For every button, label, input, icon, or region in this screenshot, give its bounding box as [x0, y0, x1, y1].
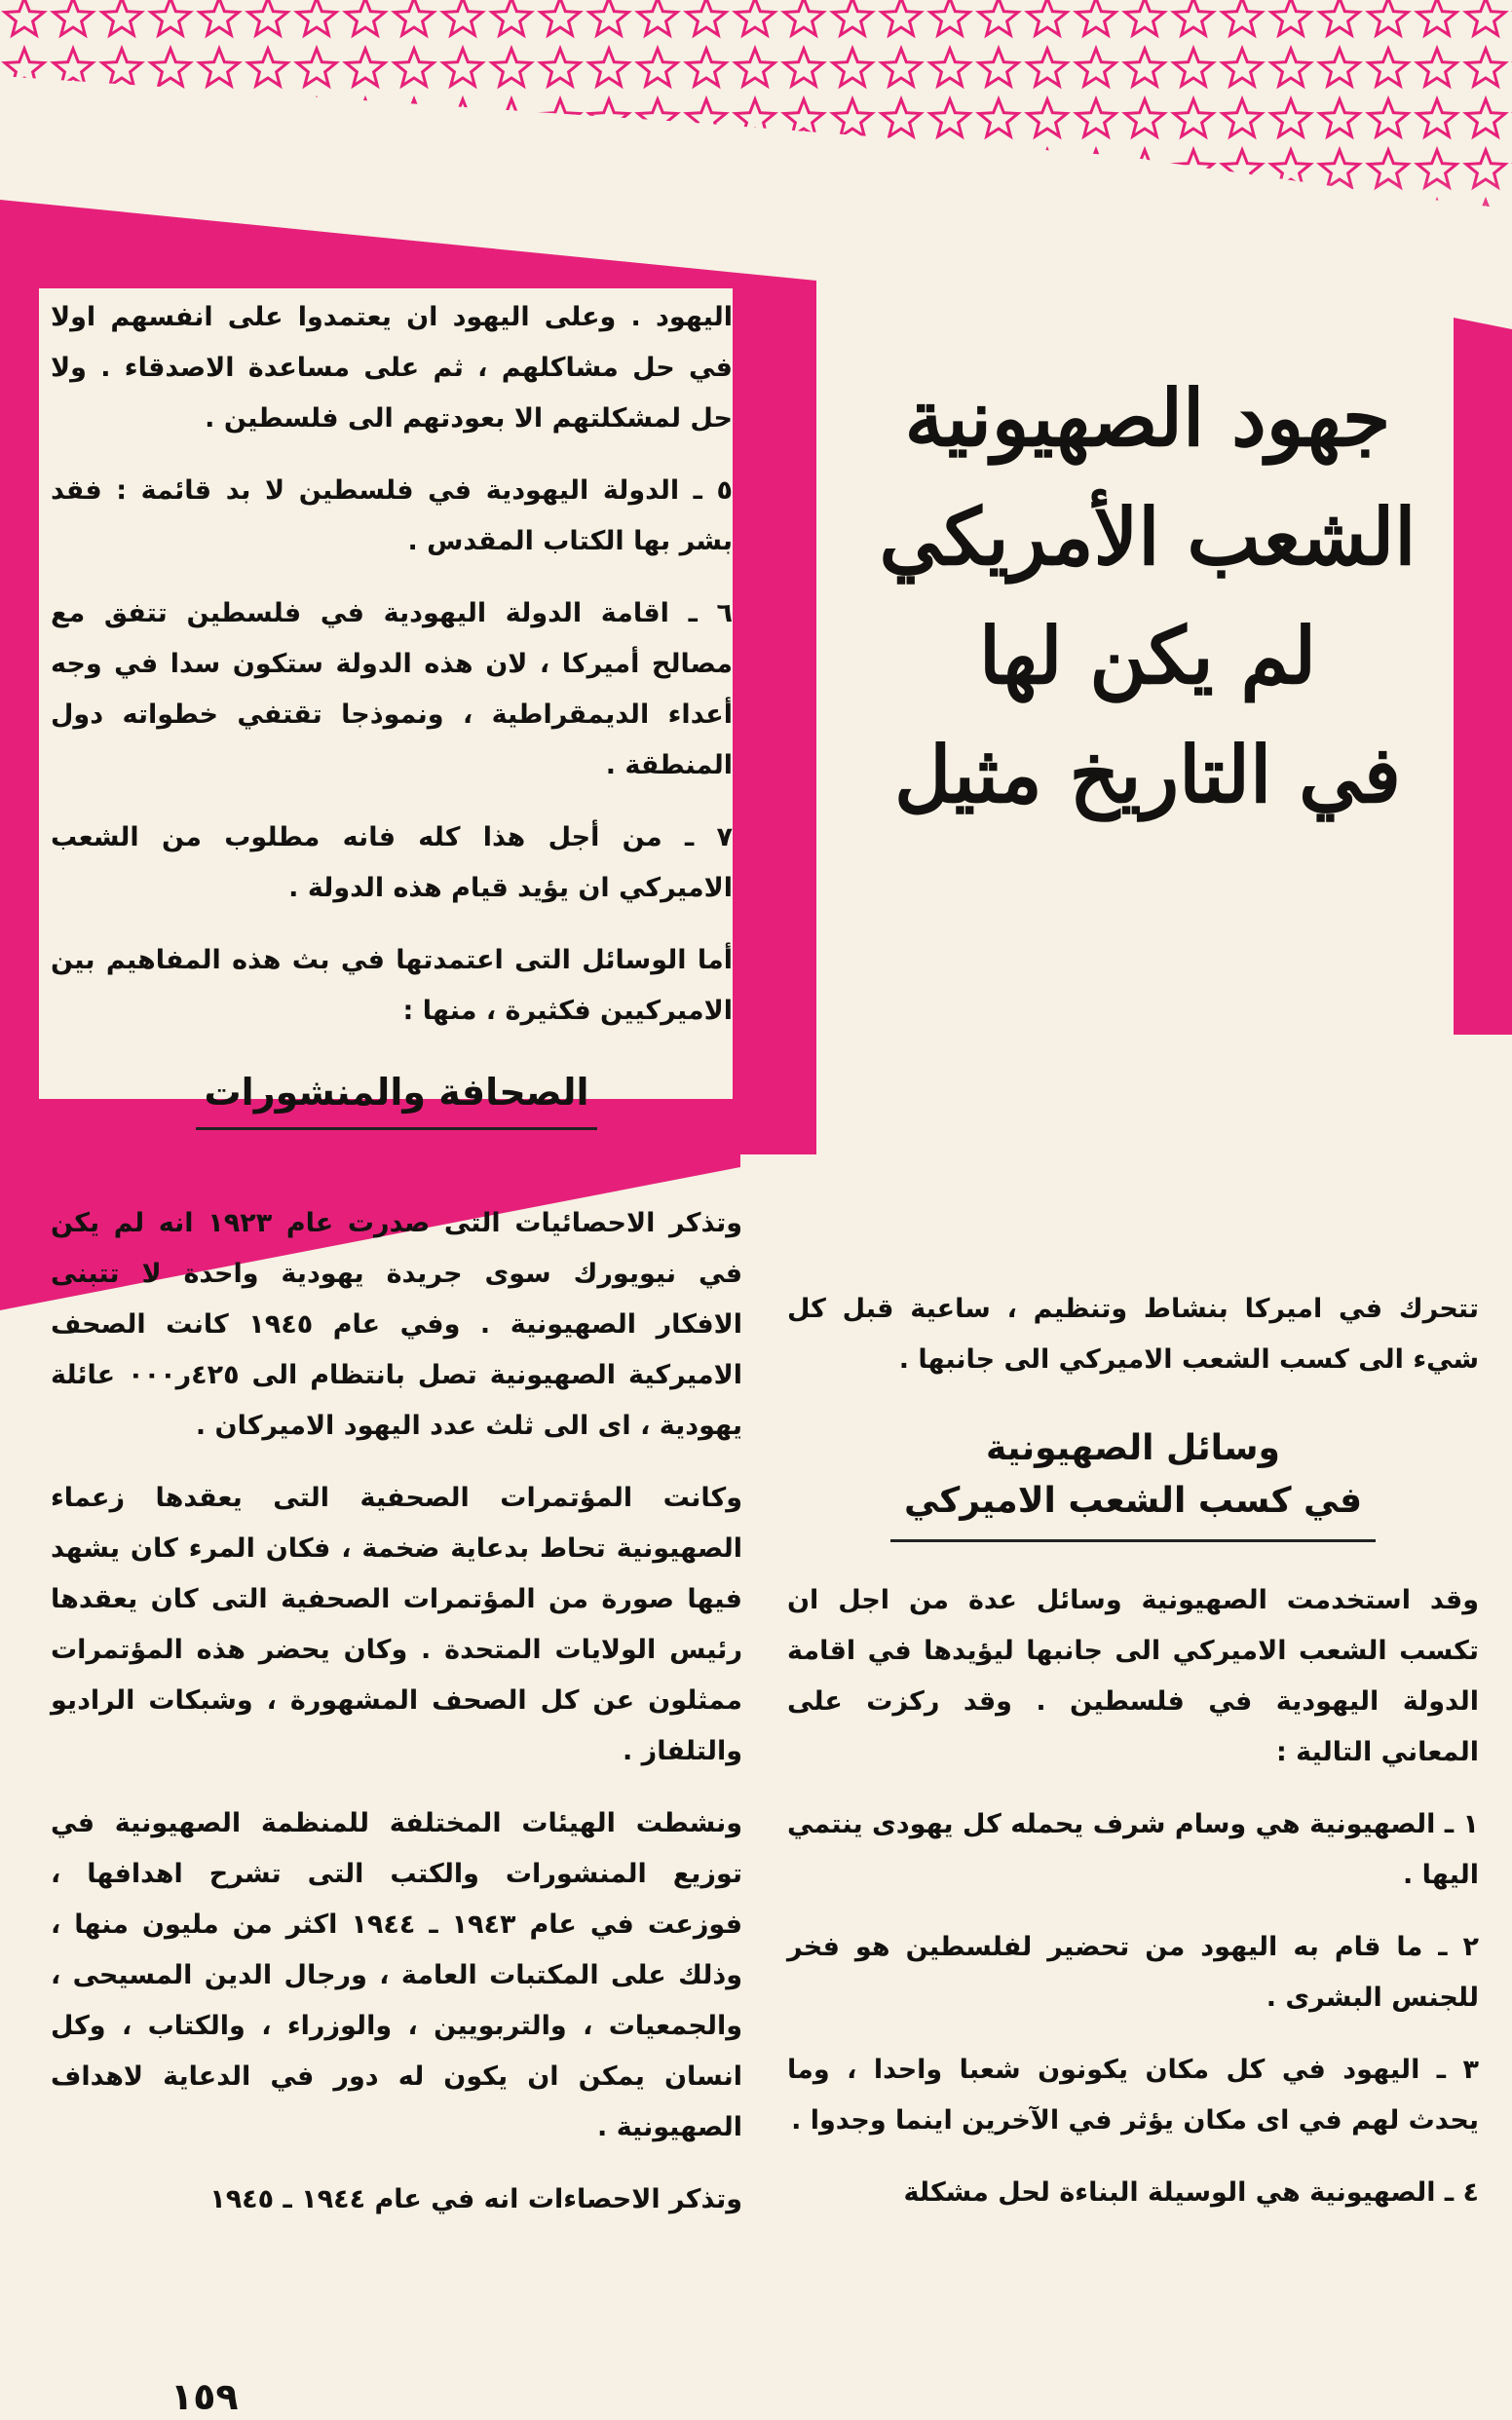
paragraph: تتحرك في اميركا بنشاط وتنظيم ، ساعية قبل كل شيء الى كسب الشعب الاميركي الى جانبها . [787, 1294, 1479, 1375]
paragraph: ونشطت الهيئات المختلفة للمنظمة الصهيونية في توزيع المنشورات والكتب التى تشرح اهدافها ، فوزعت في عام ١٩٤٣ ـ ١٩٤٤ اكثر من مليون منها ، وذلك على المكتبات العامة ، ورجال الدين المسيحى ، والجمعيات ، والتربويين ، والوزراء ، والكتاب ، وكل انسان يمكن ان يكون له دور في الدعاية لاهداف الصهيونية . [51, 1808, 743, 2142]
bottom-left-column [51, 1071, 743, 2247]
headline-line: في التاريخ مثيل [894, 729, 1401, 820]
paragraph: أما الوسائل التى اعتمدتها في بث هذه المفاهيم بين الاميركيين فكثيرة ، منها : [51, 945, 733, 1026]
section-heading-text: الصحافة والمنشورات [196, 1067, 596, 1130]
paragraph: ٦ ـ اقامة الدولة اليهودية في فلسطين تتفق مع مصالح أميركا ، لان هذه الدولة ستكون سدا في وجه أعداء الديمقراطية ، ونموذجا تقتفي خطواته دول المنطقة . [51, 598, 733, 780]
paragraph: ٢ ـ ما قام به اليهود من تحضير لفلسطين هو فخر للجنس البشرى . [787, 1932, 1479, 2013]
headline-line: الشعب الأمريكي [879, 491, 1417, 583]
paragraph: ٥ ـ الدولة اليهودية في فلسطين لا بد قائمة : فقد بشر بها الكتاب المقدس . [51, 475, 733, 556]
top-left-column [51, 292, 733, 1058]
paragraph: وتذكر الاحصاءات انه في عام ١٩٤٤ ـ ١٩٤٥ [209, 2184, 742, 2214]
paragraph: وقد استخدمت الصهيونية وسائل عدة من اجل ان تكسب الشعب الاميركي الى جانبها ليؤيدها في اقامة الدولة اليهودية في فلسطين . وقد ركزت على المعاني التالية : [787, 1585, 1479, 1767]
paragraph: ٧ ـ من أجل هذا كله فانه مطلوب من الشعب الاميركي ان يؤيد قيام هذه الدولة . [51, 822, 733, 903]
headline-line: لم يكن لها [978, 610, 1317, 701]
page-number: ١٥٩ [170, 2375, 239, 2418]
paragraph: ٤ ـ الصهيونية هي الوسيلة البناءة لحل مشكلة [903, 2177, 1479, 2208]
paragraph: وتذكر الاحصائيات التى صدرت عام ١٩٢٣ انه لم يكن في نيويورك سوى جريدة يهودية واحدة لا تتبنى الافكار الصهيونية . وفي عام ١٩٤٥ كانت الصحف الاميركية الصهيونية تصل بانتظام الى ٤٢٥ر٠٠٠ عائلة يهودية ، اى الى ثلث عدد اليهود الاميركان . [51, 1208, 743, 1441]
subsection-heading-line: في كسب الشعب الاميركي [903, 1481, 1363, 1521]
headline [846, 359, 1450, 834]
section-heading [51, 1067, 742, 1130]
paragraph: اليهود . وعلى اليهود ان يعتمدوا على انفسهم اولا في حل مشاكلهم ، ثم على مساعدة الاصدقاء . ولا حل لمشكلتهم الا بعودتهم الى فلسطين . [51, 302, 733, 434]
subsection-heading [787, 1422, 1479, 1542]
headline-line: جهود الصهيونية [904, 372, 1391, 464]
paragraph: ١ ـ الصهيونية هي وسام شرف يحمله كل يهودى ينتمي اليها . [787, 1809, 1479, 1890]
right-magenta-strip [1454, 318, 1512, 1035]
paragraph: وكانت المؤتمرات الصحفية التى يعقدها زعماء الصهيونية تحاط بدعاية ضخمة ، فكان المرء كان يشهد فيها صورة من المؤتمرات الصحفية التى كان يعقدها رئيس الولايات المتحدة . وكان يحضر هذه المؤتمرات ممثلون عن كل الصحف المشهورة ، وشبكات الراديو والتلفاز . [51, 1483, 742, 1766]
paragraph: ٣ ـ اليهود في كل مكان يكونون شعبا واحدا ، وما يحدث لهم في اى مكان يؤثر في الآخرين اينما وجدوا . [787, 2055, 1479, 2136]
right-column [787, 1284, 1479, 2240]
subsection-heading-line: وسائل الصهيونية [986, 1428, 1280, 1468]
